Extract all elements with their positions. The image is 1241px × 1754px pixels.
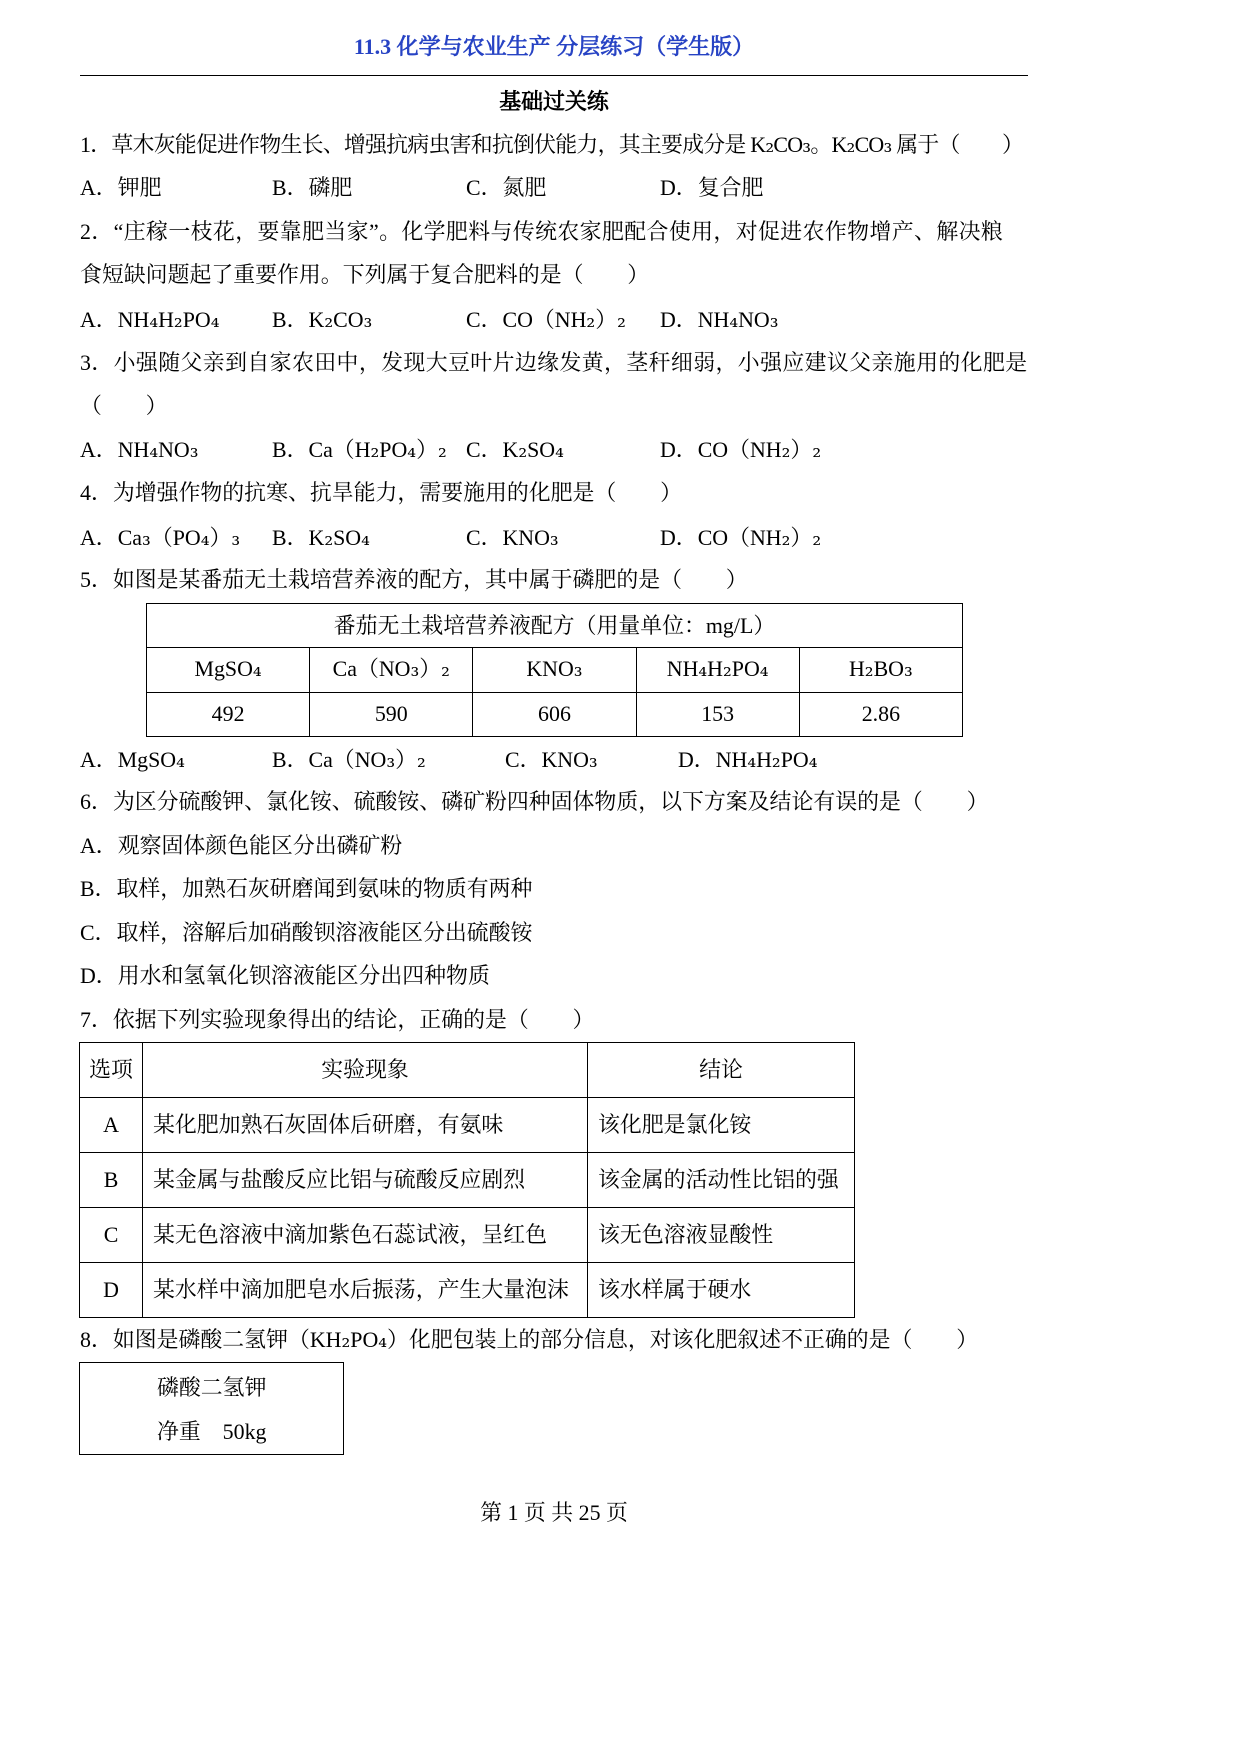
subscript-digit: ₂ (417, 748, 426, 773)
label-net-weight: 净重 50kg (157, 1419, 267, 1444)
option-a: A．Ca₃（PO₄）₃ (80, 525, 241, 551)
question-stem-line-1: 3．小强随父亲到自家农田中，发现大豆叶片边缘发黄，茎秆细弱，小强应建议父亲施用的化肥是 (80, 350, 1028, 375)
subscript-digit: ₂ (722, 657, 732, 683)
option-c: C．KNO₃ (466, 525, 559, 551)
header-phenomenon: 实验现象 (143, 1043, 588, 1098)
subscript-digit: ₄ (149, 308, 159, 333)
option-d: D．用水和氢氧化钡溶液能区分出四种物质 (80, 963, 490, 988)
subscript-digit: ₃ (189, 438, 199, 463)
subscript-digit: ₂ (765, 133, 774, 158)
question-stem-line-2: （ ） (80, 393, 168, 418)
subscript-digit: ₃ (588, 748, 598, 773)
fertilizer-label-box (79, 1362, 344, 1455)
table-header-row (147, 648, 963, 692)
nutrient-formula-table (146, 603, 963, 737)
question-stem-line-2: 食短缺问题起了重要作用。下列属于复合肥料的是（ ） (80, 262, 650, 287)
option-d: D．NH₄H₂PO₄ (678, 747, 818, 773)
subscript-digit: ₄ (210, 308, 220, 333)
option-a: A．NH₄H₂PO₄ (80, 307, 220, 333)
option-c: C．KNO₃ (505, 747, 598, 773)
option-d: D．复合肥 (660, 175, 764, 200)
option-b: B．取样，加熟石灰研磨闻到氨味的物质有两种 (80, 876, 533, 901)
subscript-digit: ₄ (747, 748, 757, 773)
table-row (80, 1153, 855, 1208)
subscript-digit: ₄ (252, 657, 262, 683)
subscript-digit: ₃ (231, 526, 241, 551)
subscript-digit: ₄ (361, 526, 370, 551)
experiment-table (79, 1042, 855, 1318)
subscript-digit: ₂ (341, 1328, 351, 1353)
subscript-digit: ₂ (781, 438, 791, 463)
options-row (80, 173, 1028, 203)
subscript-digit: ₂ (771, 748, 781, 773)
subscript-digit: ₂ (173, 308, 183, 333)
subscript-digit: ₄ (808, 748, 818, 773)
option-cell: C (80, 1208, 143, 1263)
subscript-digit: ₄ (698, 657, 708, 683)
subscript-digit: ₂ (812, 438, 822, 463)
conclusion-cell: 该水样属于硬水 (588, 1263, 855, 1318)
page-number: 第 1 页 共 25 页 (480, 1500, 628, 1525)
table-header-row (80, 1043, 855, 1098)
option-c: C．取样，溶解后加硝酸钡溶液能区分出硫酸铵 (80, 920, 533, 945)
table-row (80, 1098, 855, 1153)
question-stem: 8．如图是磷酸二氢钾（KH₂PO₄）化肥包装上的部分信息，对该化肥叙述不正确的是（ ） (80, 1327, 979, 1353)
question-stem: 6．为区分硫酸钾、氯化铵、硫酸铵、磷矿粉四种固体物质，以下方案及结论有误的是（ ） (80, 789, 989, 814)
subscript-digit: ₃ (903, 657, 913, 683)
subscript-digit: ₂ (617, 308, 626, 333)
subscript-digit: ₄ (149, 438, 159, 463)
subscript-digit: ₃ (802, 133, 811, 158)
phenomenon-cell: 某化肥加熟石灰固体后研磨，有氨味 (143, 1098, 588, 1153)
conclusion-cell: 该无色溶液显酸性 (588, 1208, 855, 1263)
subscript-digit: ₃ (386, 748, 396, 773)
subscript-digit: ₄ (407, 438, 417, 463)
option-b: B．K₂SO₄ (272, 525, 370, 551)
label-product-name: 磷酸二氢钾 (157, 1375, 267, 1400)
subscript-digit: ₄ (555, 438, 564, 463)
conclusion-cell: 该金属的活动性比铝的强 (588, 1153, 855, 1208)
subscript-digit: ₃ (549, 526, 559, 551)
question-stem: 7．依据下列实验现象得出的结论，正确的是（ ） (80, 1007, 595, 1032)
options-row (80, 305, 1028, 335)
option-c: C．氮肥 (466, 175, 547, 200)
option-cell: A (80, 1098, 143, 1153)
table-cell: 153 (636, 692, 799, 736)
subscript-digit: ₃ (883, 133, 892, 158)
subscript-digit: ₃ (769, 308, 779, 333)
table-caption: 番茄无土栽培营养液配方（用量单位：mg/L） (147, 604, 963, 648)
phenomenon-cell: 某无色溶液中滴加紫色石蕊试液，呈红色 (143, 1208, 588, 1263)
question-stem: 1．草木灰能促进作物生长、增强抗病虫害和抗倒伏能力，其主要成分是 K₂CO₃。K₂CO₃ 属于（ ） (80, 132, 1024, 158)
option-a: A．NH₄NO₃ (80, 437, 199, 463)
table-cell: 492 (147, 692, 310, 736)
subscript-digit: ₄ (378, 1328, 388, 1353)
option-d: D．CO（NH₂）₂ (660, 525, 822, 551)
phenomenon-cell: 某金属与盐酸反应比铝与硫酸反应剧烈 (143, 1153, 588, 1208)
table-cell: 590 (310, 692, 473, 736)
subscript-digit: ₂ (370, 438, 380, 463)
option-b: B．K₂CO₃ (272, 307, 373, 333)
option-c: C．CO（NH₂）₂ (466, 307, 626, 333)
document-title: 11.3 化学与农业生产 分层练习（学生版） (353, 34, 755, 59)
subscript-digit: ₃ (142, 526, 151, 551)
option-cell: B (80, 1153, 143, 1208)
header-option: 选项 (80, 1043, 143, 1098)
option-d: D．CO（NH₂）₂ (660, 437, 822, 463)
table-cell: 2.86 (799, 692, 962, 736)
subscript-digit: ₂ (864, 657, 874, 683)
question-stem: 4．为增强作物的抗寒、抗旱能力，需要施用的化肥是（ ） (80, 480, 682, 505)
subscript-digit: ₄ (200, 526, 210, 551)
subscript-digit: ₄ (759, 657, 769, 683)
option-c: C．K₂SO₄ (466, 437, 564, 463)
header-rule (80, 75, 1028, 76)
subscript-digit: ₃ (410, 657, 420, 683)
options-row (80, 523, 1028, 553)
subscript-digit: ₂ (324, 526, 334, 551)
option-a: A．MgSO₄ (80, 747, 185, 773)
subscript-digit: ₂ (437, 438, 447, 463)
table-header-cell: MgSO₄ (147, 648, 310, 692)
subscript-digit: ₃ (573, 657, 583, 683)
table-row (80, 1263, 855, 1318)
table-row (80, 1208, 855, 1263)
table-header-cell: Ca（NO₃）₂ (310, 648, 473, 692)
table-body (147, 604, 963, 737)
section-title: 基础过关练 (499, 89, 609, 114)
subscript-digit: ₃ (363, 308, 373, 333)
header-conclusion: 结论 (588, 1043, 855, 1098)
option-cell: D (80, 1263, 143, 1318)
table-cell: 606 (473, 692, 636, 736)
question-stem-line-1: 2．“庄稼一枝花，要靠肥当家”。化学肥料与传统农家肥配合使用，对促进农作物增产、解决粮 (80, 219, 1004, 244)
table-row (147, 692, 963, 736)
option-a: A．钾肥 (80, 175, 162, 200)
table-header-cell: KNO₃ (473, 648, 636, 692)
table-header-cell: NH₄H₂PO₄ (636, 648, 799, 692)
table-caption-row (147, 604, 963, 648)
subscript-digit: ₂ (781, 526, 791, 551)
options-row (80, 745, 1028, 775)
option-b: B．Ca（NO₃）₂ (272, 747, 426, 773)
table-header-cell: H₂BO₃ (799, 648, 962, 692)
subscript-digit: ₄ (176, 748, 185, 773)
subscript-digit: ₂ (441, 657, 450, 683)
option-a: A．观察固体颜色能区分出磷矿粉 (80, 833, 403, 858)
table-body (80, 1043, 855, 1318)
subscript-digit: ₂ (518, 438, 528, 463)
subscript-digit: ₂ (586, 308, 596, 333)
question-stem: 5．如图是某番茄无土栽培营养液的配方，其中属于磷肥的是（ ） (80, 567, 748, 592)
subscript-digit: ₄ (729, 308, 739, 333)
subscript-digit: ₂ (846, 133, 855, 158)
conclusion-cell: 该化肥是氯化铵 (588, 1098, 855, 1153)
option-b: B．磷肥 (272, 175, 353, 200)
options-row (80, 435, 1028, 465)
phenomenon-cell: 某水样中滴加肥皂水后振荡，产生大量泡沫 (143, 1263, 588, 1318)
subscript-digit: ₂ (324, 308, 334, 333)
option-d: D．NH₄NO₃ (660, 307, 779, 333)
option-b: B．Ca（H₂PO₄）₂ (272, 437, 447, 463)
subscript-digit: ₂ (812, 526, 822, 551)
